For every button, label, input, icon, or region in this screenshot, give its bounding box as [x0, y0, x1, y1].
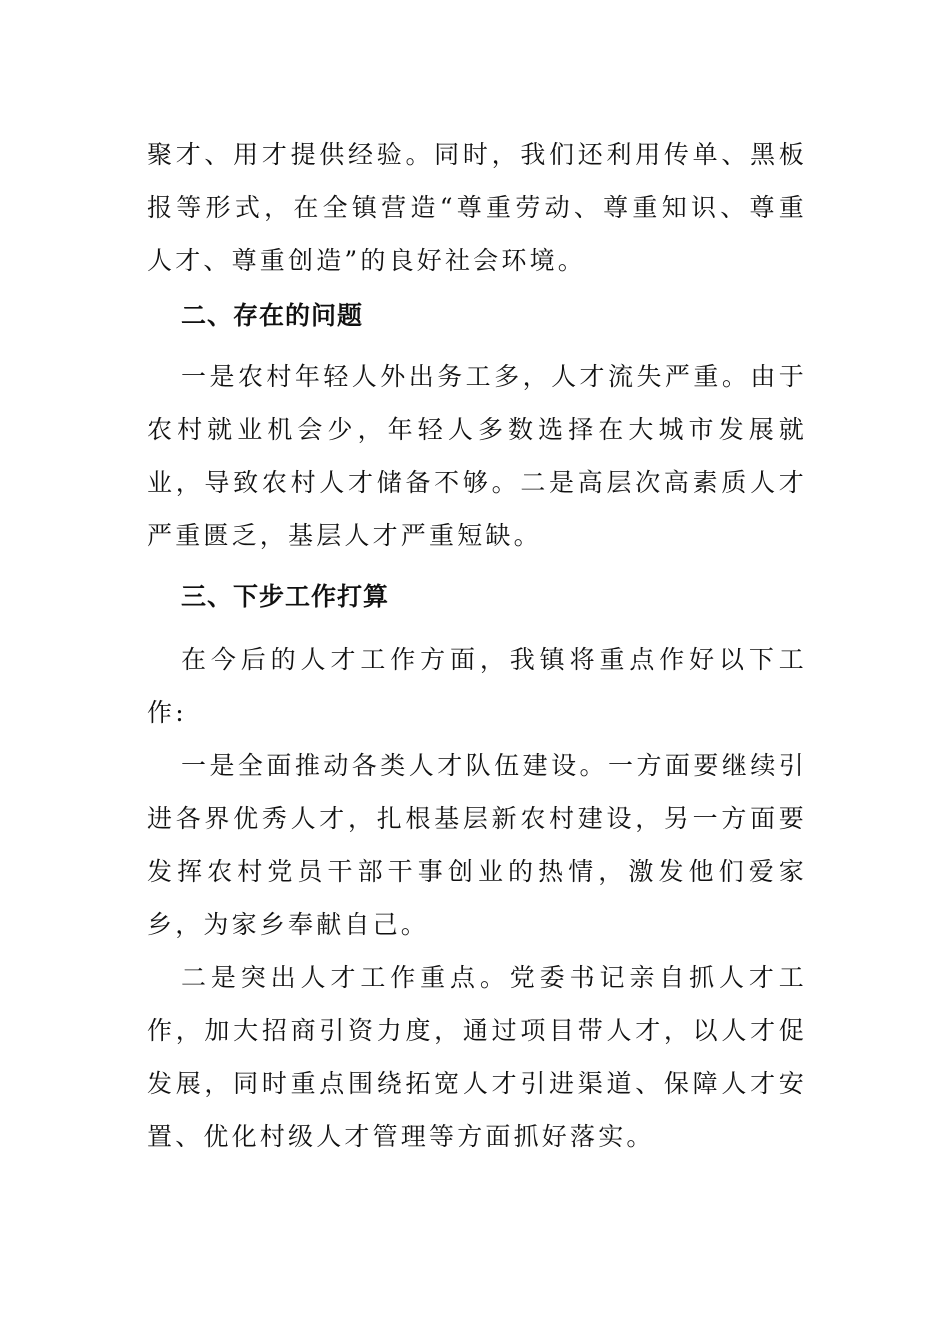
document-page: [147, 128, 807, 1163]
problems-paragraph: 一是农村年轻人外出务工多，人才流失严重。由于农村就业机会少，年轻人多数选择在大城市发展就业，导致农村人才储备不够。二是高层次高素质人才严重匮乏，基层人才严重短缺。: [147, 362, 807, 550]
section-heading-problems: 二、存在的问题: [181, 301, 364, 330]
next-steps-lead: 在今后的人才工作方面，我镇将重点作好以下工作:: [147, 645, 807, 727]
next-steps-item-2: 二是突出人才工作重点。党委书记亲自抓人才工作，加大招商引资力度，通过项目带人才，以人才促发展，同时重点围绕拓宽人才引进渠道、保障人才安置、优化村级人才管理等方面抓好落实。: [147, 963, 807, 1151]
next-steps-item-1: 一是全面推动各类人才队伍建设。一方面要继续引进各界优秀人才，扎根基层新农村建设，另一方面要发挥农村党员干部干事创业的热情，激发他们爱家乡，为家乡奉献自己。: [147, 751, 807, 939]
intro-paragraph: 聚才、用才提供经验。同时，我们还利用传单、黑板报等形式，在全镇营造“尊重劳动、尊重知识、尊重人才、尊重创造”的良好社会环境。: [147, 140, 807, 275]
section-heading-next-steps: 三、下步工作打算: [181, 582, 390, 611]
